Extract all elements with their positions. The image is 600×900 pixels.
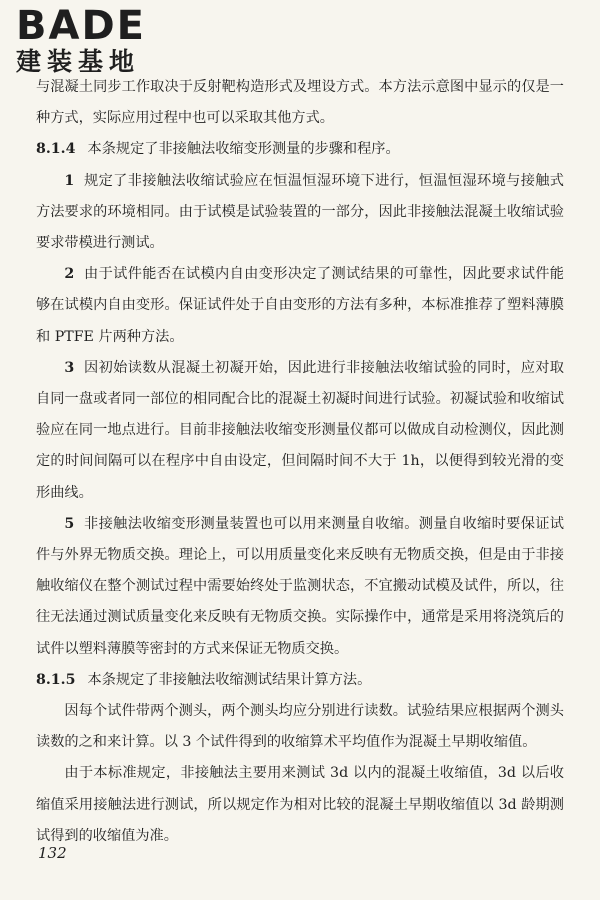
logo-subtitle: 建装基地 <box>16 47 141 76</box>
logo <box>16 4 176 76</box>
item-number: 1 <box>64 172 75 189</box>
item-5 <box>36 509 564 665</box>
item-3 <box>36 353 564 509</box>
item-number: 3 <box>64 359 75 376</box>
section-text: 本条规定了非接触法收缩变形测量的步骤和程序。 <box>87 141 400 158</box>
paragraph-3d-shrinkage: 由于本标准规定，非接触法主要用来测试 3d 以内的混凝土收缩值，3d 以后收缩值采用接触法进行测试，所以规定作为相对比较的混凝土早期收缩值以 3d 龄期测试得到的收缩值为准。 <box>36 765 564 844</box>
section-text: 本条规定了非接触法收缩测试结果计算方法。 <box>87 671 372 688</box>
item-text: 规定了非接触法收缩试验应在恒温恒湿环境下进行，恒温恒湿环境与接触式方法要求的环境相同。由于试模是试验装置的一部分，因此非接触法混凝土收缩试验要求带模进行测试。 <box>36 172 564 252</box>
paragraph-calculation: 因每个试件带两个测头，两个测头均应分别进行读数。试验结果应根据两个测头读数的之和来计算。以 3 个试件得到的收缩算术平均值作为混凝土早期收缩值。 <box>36 703 564 751</box>
item-number: 5 <box>64 515 75 532</box>
section-8-1-5 <box>36 665 564 696</box>
page-number: 132 <box>38 844 67 862</box>
item-text: 因初始读数从混凝土初凝开始，因此进行非接触法收缩试验的同时，应对取自同一盘或者同一部位的相同配合比的混凝土初凝时间进行试验。初凝试验和收缩试验应在同一地点进行。目前非接触法收缩变形测量仪都可以做成自动检测仪，因此测定的时间间隔可以在程序中自由设定，但间隔时间不大于 1h，以便得到较光滑的变形曲线。 <box>36 359 564 501</box>
item-text: 由于试件能否在试模内自由变形决定了测试结果的可靠性，因此要求试件能够在试模内自由变形。保证试件处于自由变形的方法有多种，本标准推荐了塑料薄膜和 PTFE 片两种方法。 <box>36 266 564 345</box>
section-number: 8.1.4 <box>36 141 76 158</box>
item-2 <box>36 259 564 353</box>
item-number: 2 <box>64 266 75 283</box>
section-number: 8.1.5 <box>36 671 76 688</box>
item-1 <box>36 166 564 260</box>
item-text: 非接触法收缩变形测量装置也可以用来测量自收缩。测量自收缩时要保证试件与外界无物质交换。理论上，可以用质量变化来反映有无物质交换，但是由于非接触收缩仪在整个测试过程中需要始终处于监测状态，不宜搬动试模及试件，所以，往往无法通过测试质量变化来反映有无物质交换。实际操作中，通常是采用将浇筑后的试件以塑料薄膜等密封的方式来保证无物质交换。 <box>36 515 564 657</box>
paragraph-continued: 与混凝土同步工作取决于反射靶构造形式及埋设方式。本方法示意图中显示的仅是一种方式，实际应用过程中也可以采取其他方式。 <box>36 79 564 127</box>
page-body <box>36 72 564 852</box>
section-8-1-4 <box>36 134 564 165</box>
logo-wordmark: BADE <box>16 3 146 49</box>
